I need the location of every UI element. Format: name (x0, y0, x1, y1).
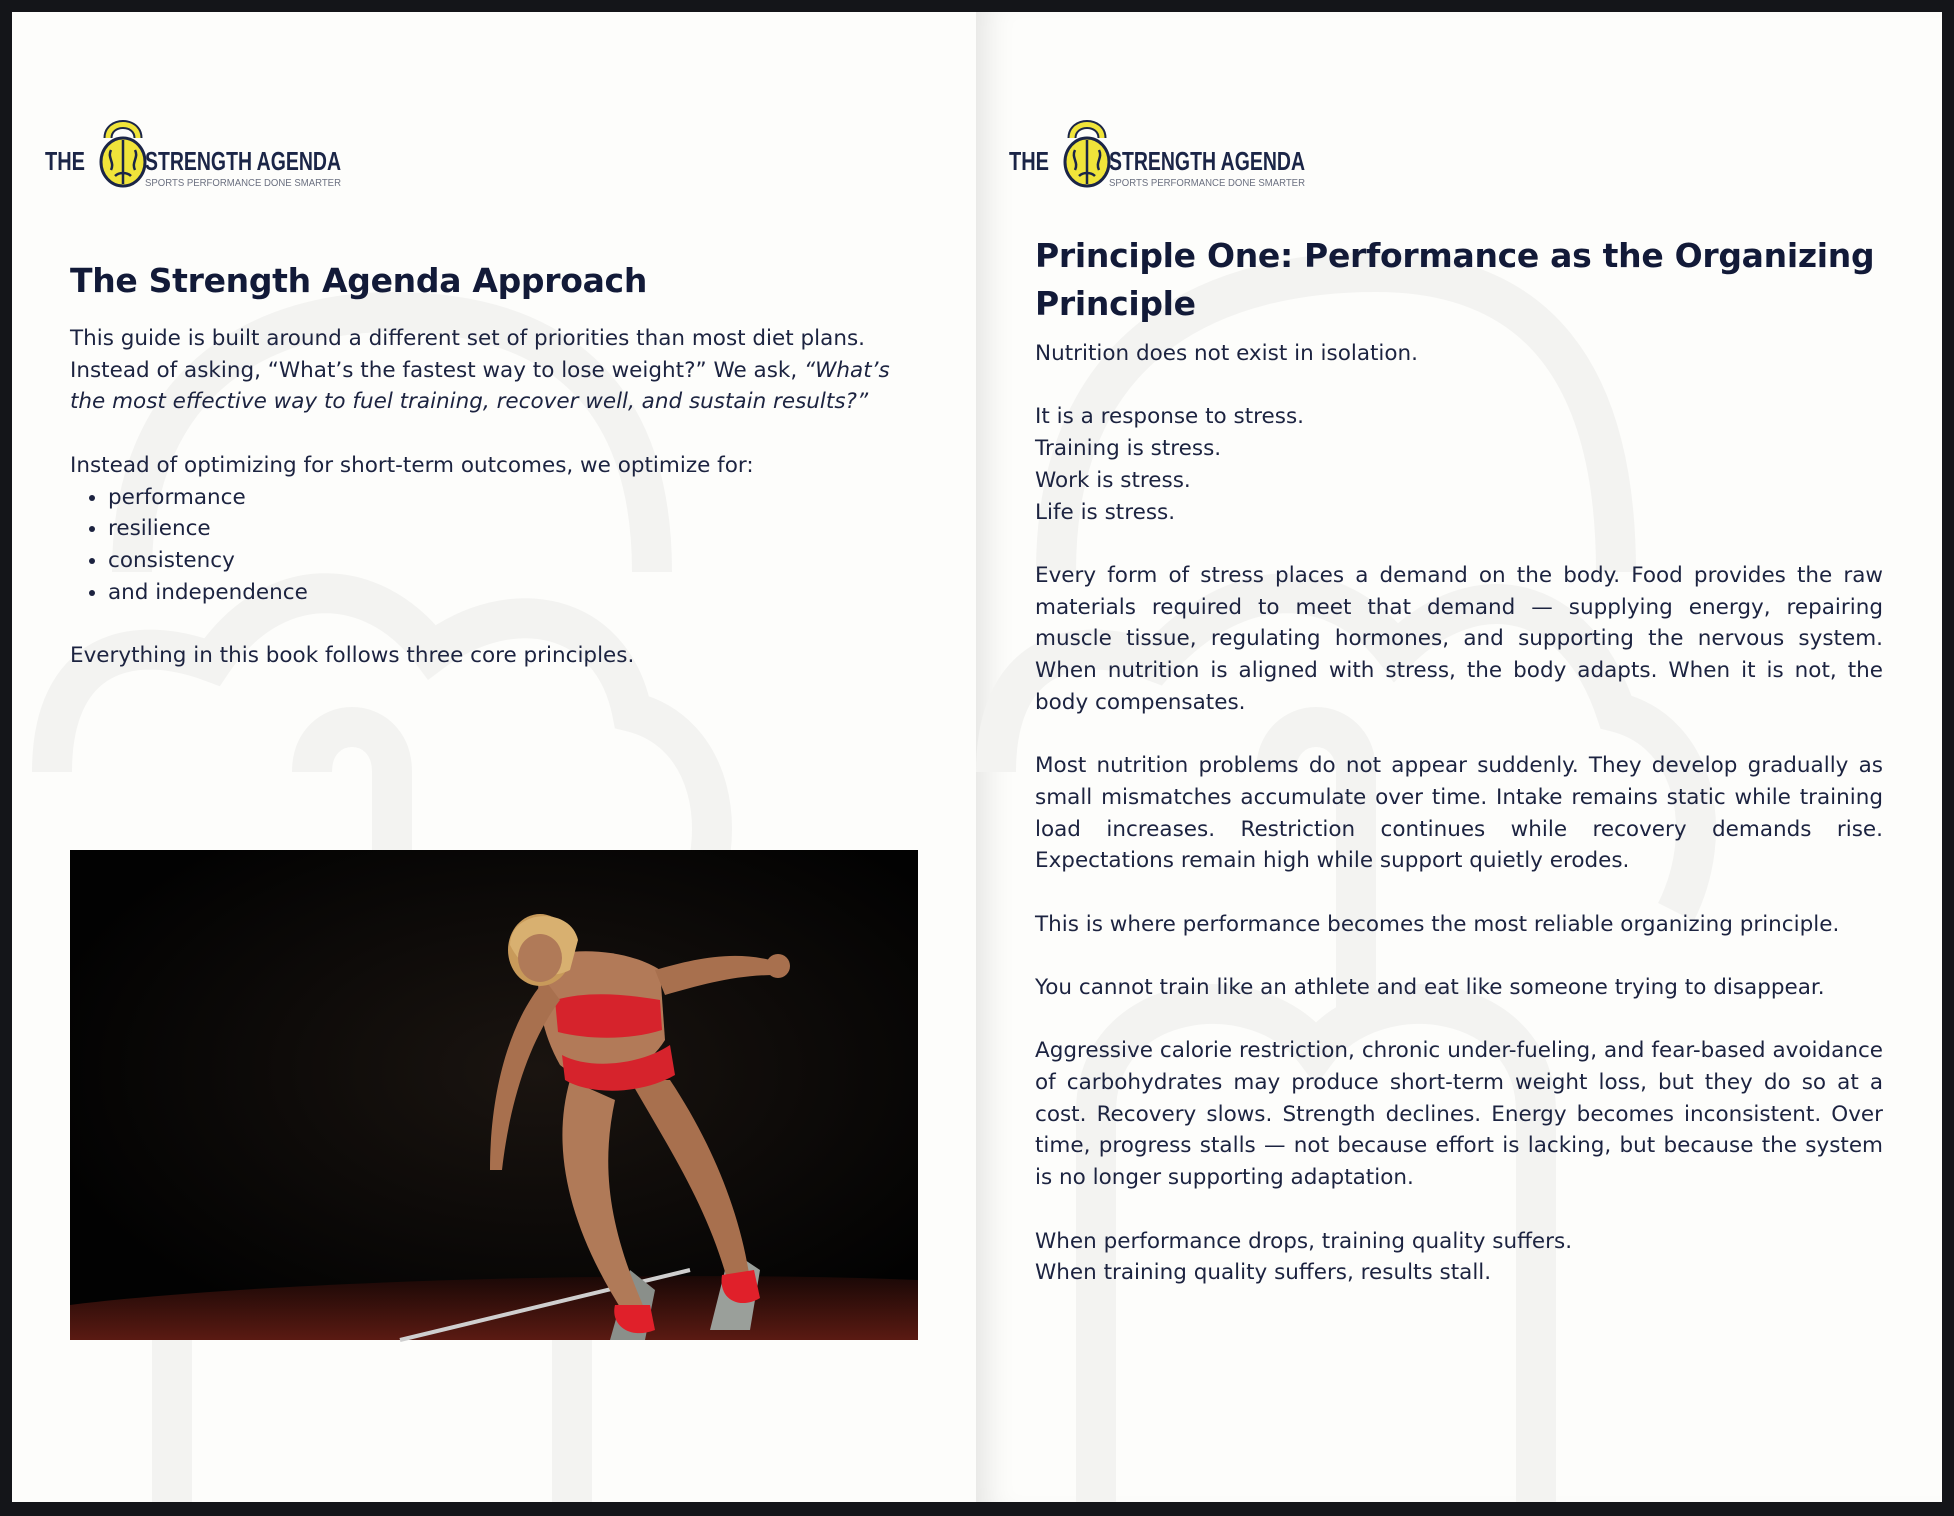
right-page-content (1035, 232, 1883, 1289)
right-page (976, 12, 1942, 1502)
page-heading: The Strength Agenda Approach (70, 261, 648, 300)
stress-line: Training is stress. (1035, 436, 1222, 462)
kettlebell-brain-icon (101, 125, 145, 187)
paragraph: This is where performance becomes the most reliable organizing principle. (1035, 911, 1840, 937)
page-heading: Principle One: Performance as the Organizing Principle (1035, 236, 1875, 323)
intro-text: This guide is built around a different set of priorities than most diet plans. Instead of asking, “What’s the fastest way to lose weight?” We ask, (70, 326, 865, 383)
paragraph: Every form of stress places a demand on the body. Food provides the raw materials required to meet that demand — supplying energy, repairing muscle tissue, regulating hormones, and supporting the nervous system. When nutrition is aligned with stress, the body adapts. When it is not, the body compensates. (1035, 562, 1883, 715)
list-item: • consistency (108, 545, 920, 577)
optimize-list (70, 482, 920, 609)
closing-paragraph: Everything in this book follows three core principles. (70, 643, 635, 668)
list-item: • performance (108, 482, 920, 514)
paragraph: Most nutrition problems do not appear suddenly. They develop gradually as small mismatches accumulate over time. Intake remains static while training load increases. Restriction continues while recovery demands rise. Expectations remain high while support quietly erodes. (1035, 753, 1883, 874)
closing-line: When performance drops, training quality suffers. (1035, 1228, 1573, 1254)
paragraph: You cannot train like an athlete and eat like someone trying to disappear. (1035, 974, 1825, 1000)
intro-paragraph (70, 323, 920, 418)
intro-italic-question: “What’s the most effective way to fuel training, recover well, and sustain results?” (70, 357, 890, 415)
brand-logo (45, 112, 355, 202)
stress-line: Work is stress. (1035, 467, 1191, 493)
stress-line: It is a response to stress. (1035, 404, 1304, 430)
logo-the-text: THE (45, 146, 85, 176)
optimize-lead: Instead of optimizing for short-term outcomes, we optimize for: (70, 452, 754, 478)
closing-line: When training quality suffers, results stall. (1035, 1260, 1492, 1286)
sprinter-photo (70, 850, 918, 1340)
brand-logo (1009, 112, 1319, 202)
left-page (12, 12, 976, 1502)
logo-tagline-text: SPORTS PERFORMANCE DONE SMARTER (1109, 178, 1305, 189)
paragraph: Aggressive calorie restriction, chronic under-fueling, and fear-based avoidance of carbohydrates may produce short-term weight loss, but they do so at a cost. Recovery slows. Strength declines. Energy becomes inconsistent. Over time, progress stalls — not because effort is lacking, but because the system is no longer supporting adaptation. (1035, 1038, 1883, 1191)
left-page-content (70, 257, 920, 703)
logo-tagline-text: SPORTS PERFORMANCE DONE SMARTER (145, 178, 341, 189)
logo-the-text: THE (1009, 146, 1049, 176)
list-item: • and independence (108, 577, 920, 609)
list-item: • resilience (108, 513, 920, 545)
kettlebell-brain-icon (1065, 125, 1109, 187)
stress-line: Life is stress. (1035, 499, 1176, 525)
logo-name-text: STRENGTH AGENDA (145, 146, 342, 176)
paragraph: Nutrition does not exist in isolation. (1035, 341, 1419, 366)
logo-name-text: STRENGTH AGENDA (1109, 146, 1306, 176)
sprinter-illustration (70, 850, 918, 1340)
